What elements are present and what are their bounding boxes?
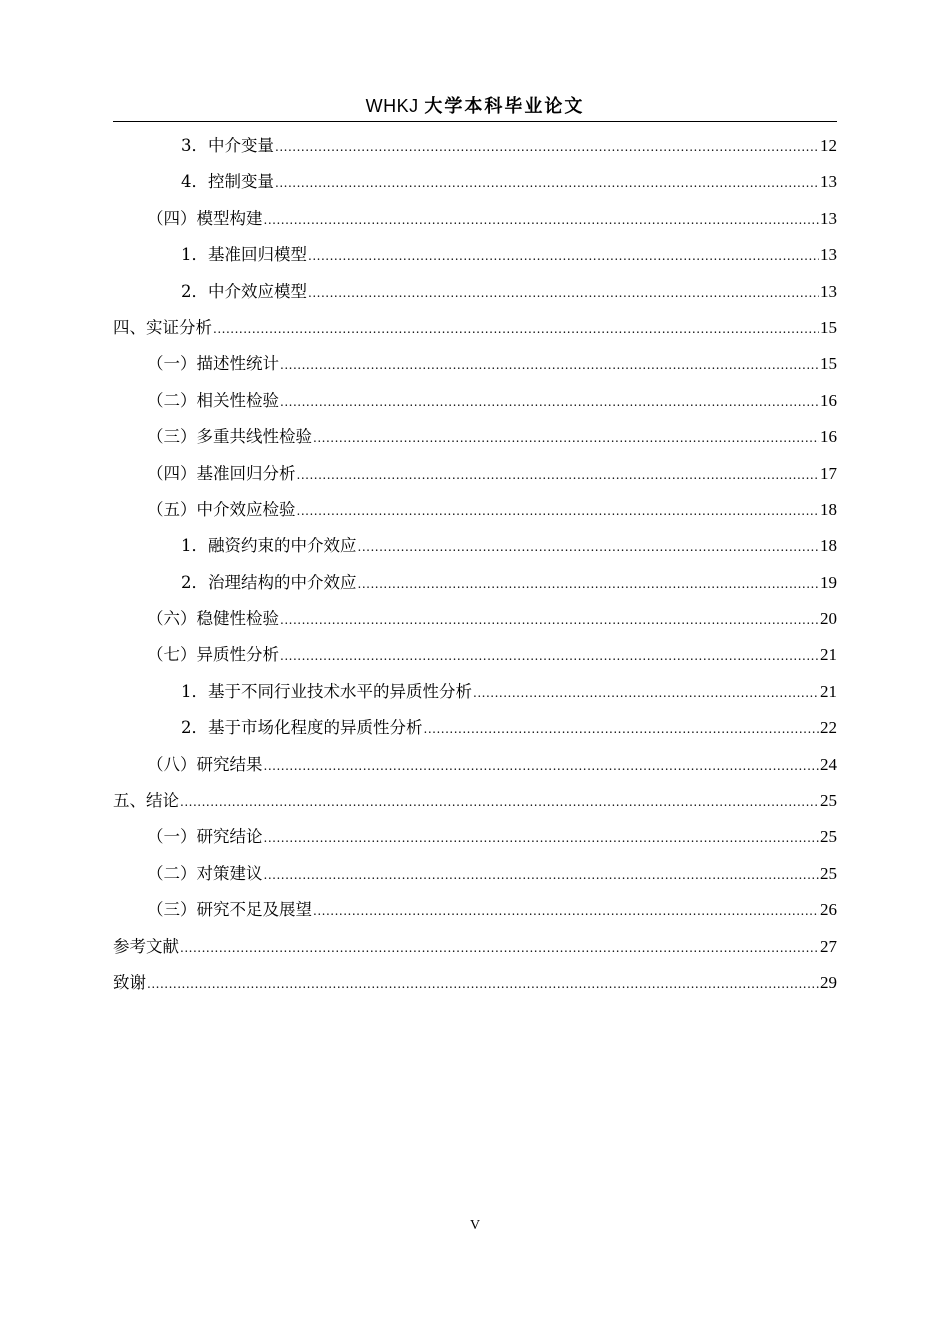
toc-dot-leader — [297, 497, 820, 525]
toc-entry-page: 26 — [820, 900, 837, 920]
toc-entry-title: （二）相关性检验 — [147, 390, 279, 410]
toc-entry[interactable] — [113, 605, 837, 641]
toc-dot-leader — [213, 315, 819, 343]
toc-entry-title: （八）研究结果 — [147, 754, 263, 774]
toc-entry-page: 21 — [820, 681, 837, 701]
toc-dot-leader — [280, 606, 819, 634]
toc-dot-leader — [297, 461, 820, 489]
toc-entry[interactable] — [113, 132, 837, 168]
toc-entry[interactable] — [113, 933, 837, 969]
toc-entry-title: 1．基于不同行业技术水平的异质性分析 — [181, 681, 472, 701]
toc-dot-leader — [264, 861, 820, 889]
header-title: 大学本科毕业论文 — [424, 96, 585, 117]
toc-dot-leader — [280, 642, 819, 670]
toc-entry[interactable] — [113, 969, 837, 1005]
toc-entry[interactable] — [113, 423, 837, 459]
toc-entry[interactable] — [113, 168, 837, 204]
toc-dot-leader — [275, 133, 819, 161]
toc-entry-page: 22 — [820, 718, 837, 738]
toc-entry-page: 25 — [820, 863, 837, 883]
toc-entry-page: 13 — [820, 172, 837, 192]
header-university-code: WHKJ — [365, 96, 419, 116]
toc-entry-page: 12 — [820, 136, 837, 155]
page-number: V — [469, 1218, 481, 1233]
toc-entry-title: （二）对策建议 — [147, 863, 263, 883]
toc-entry[interactable] — [113, 714, 837, 750]
toc-entry-page: 18 — [820, 536, 837, 556]
toc-entry[interactable] — [113, 314, 837, 350]
toc-dot-leader — [473, 679, 819, 707]
toc-entry[interactable] — [113, 896, 837, 932]
toc-dot-leader — [280, 351, 819, 379]
toc-entry-title: （七）异质性分析 — [147, 645, 279, 665]
running-header — [113, 94, 837, 119]
toc-entry[interactable] — [113, 787, 837, 823]
toc-entry-title: 致谢 — [113, 972, 146, 992]
toc-entry[interactable] — [113, 569, 837, 605]
toc-entry-title: （四）基准回归分析 — [147, 463, 296, 483]
toc-entry-page: 27 — [820, 936, 837, 956]
toc-entry-title: 参考文献 — [113, 936, 179, 956]
toc-entry[interactable] — [113, 496, 837, 532]
toc-entry-page: 13 — [820, 245, 837, 265]
toc-dot-leader — [313, 424, 819, 452]
toc-entry[interactable] — [113, 241, 837, 277]
toc-dot-leader — [313, 897, 819, 925]
toc-entry-title: 2．中介效应模型 — [181, 281, 307, 301]
toc-entry-page: 25 — [820, 827, 837, 847]
toc-entry-title: 五、结论 — [113, 791, 179, 811]
toc-entry-title: 1．基准回归模型 — [181, 245, 307, 265]
toc-entry[interactable] — [113, 860, 837, 896]
toc-entry-page: 13 — [820, 208, 837, 228]
toc-entry-title: （三）多重共线性检验 — [147, 427, 312, 447]
toc-entry[interactable] — [113, 532, 837, 568]
toc-entry[interactable] — [113, 823, 837, 859]
toc-entry-title: 3．中介变量 — [181, 136, 274, 155]
toc-entry-title: （六）稳健性检验 — [147, 609, 279, 629]
toc-dot-leader — [264, 206, 820, 234]
toc-entry[interactable] — [113, 278, 837, 314]
toc-entry-page: 24 — [820, 754, 837, 774]
toc-entry[interactable] — [113, 751, 837, 787]
toc-dot-leader — [264, 824, 820, 852]
toc-entry-page: 29 — [820, 972, 837, 992]
toc-entry-page: 21 — [820, 645, 837, 665]
toc-entry-page: 17 — [820, 463, 837, 483]
toc-dot-leader — [308, 279, 819, 307]
toc-entry-title: （四）模型构建 — [147, 208, 263, 228]
toc-entry-page: 16 — [820, 427, 837, 447]
toc-entry-page: 25 — [820, 791, 837, 811]
toc-dot-leader — [147, 970, 819, 998]
toc-entry-title: （一）描述性统计 — [147, 354, 279, 374]
header-rule — [113, 121, 837, 122]
toc-entry-page: 16 — [820, 390, 837, 410]
toc-dot-leader — [308, 242, 819, 270]
toc-dot-leader — [424, 715, 820, 743]
toc-entry[interactable] — [113, 205, 837, 241]
toc-dot-leader — [264, 752, 820, 780]
toc-dot-leader — [180, 934, 819, 962]
toc-entry[interactable] — [113, 387, 837, 423]
toc-entry[interactable] — [113, 460, 837, 496]
toc-entry-title: （三）研究不足及展望 — [147, 900, 312, 920]
toc-entry-page: 18 — [820, 499, 837, 519]
toc-dot-leader — [180, 788, 819, 816]
toc-entry-title: （一）研究结论 — [147, 827, 263, 847]
toc-entry-title: 2．治理结构的中介效应 — [181, 572, 357, 592]
table-of-contents — [113, 132, 837, 1005]
toc-entry-title: 1．融资约束的中介效应 — [181, 536, 357, 556]
toc-entry-title: 4．控制变量 — [181, 172, 274, 192]
toc-dot-leader — [275, 169, 819, 197]
toc-entry-title: 四、实证分析 — [113, 317, 212, 337]
toc-entry[interactable] — [113, 350, 837, 386]
toc-entry-title: 2．基于市场化程度的异质性分析 — [181, 718, 423, 738]
toc-entry[interactable] — [113, 678, 837, 714]
toc-entry-title: （五）中介效应检验 — [147, 499, 296, 519]
toc-entry[interactable] — [113, 641, 837, 677]
toc-entry-page: 13 — [820, 281, 837, 301]
toc-dot-leader — [280, 388, 819, 416]
toc-dot-leader — [358, 570, 820, 598]
toc-dot-leader — [358, 533, 820, 561]
toc-entry-page: 15 — [820, 317, 837, 337]
toc-entry-page: 15 — [820, 354, 837, 374]
toc-entry-page: 19 — [820, 572, 837, 592]
toc-entry-page: 20 — [820, 609, 837, 629]
